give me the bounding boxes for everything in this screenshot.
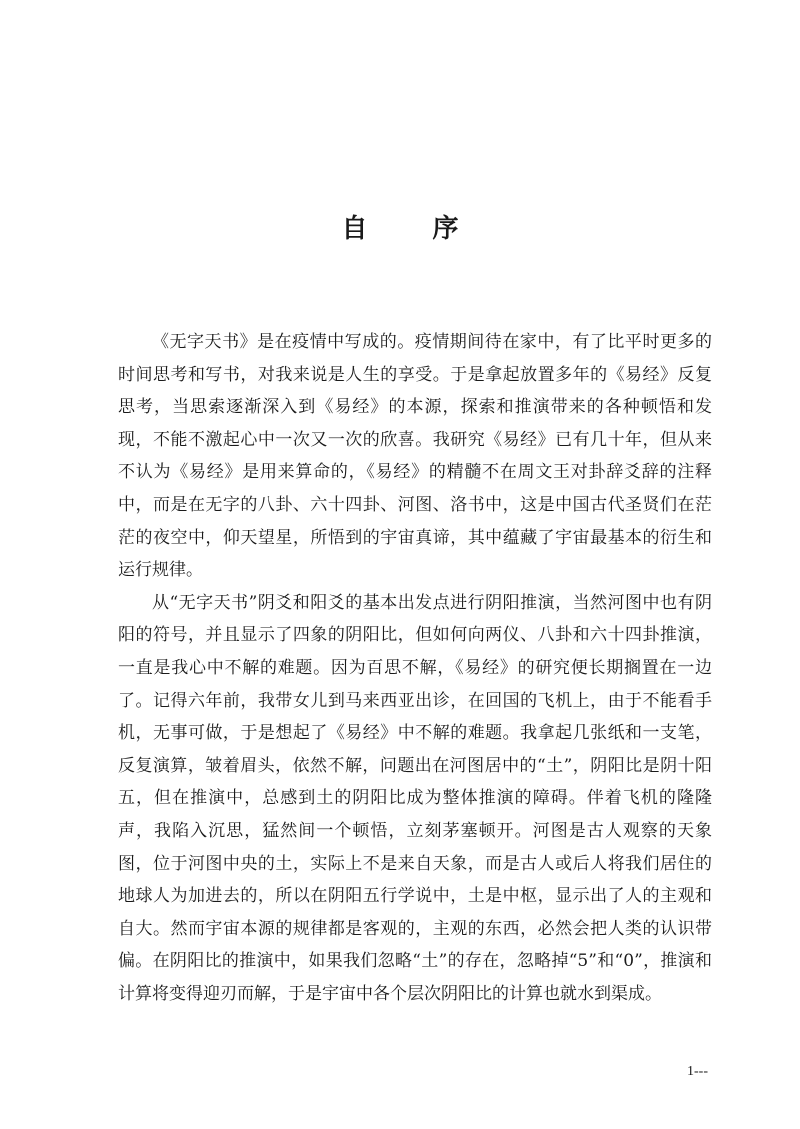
paragraph-2: 从“无字天书”阴爻和阳爻的基本出发点进行阴阳推演，当然河图中也有阴阳的符号，并且显示了四象的阴阳比，但如何向两仪、八卦和六十四卦推演，一直是我心中不解的难题。因为百思不解，《易经》的研究便长期搁置在一边了。记得六年前，我带女儿到马来西亚出诊，在回国的飞机上，由于不能看手机，无事可做，于是想起了《易经》中不解的难题。我拿起几张纸和一支笔，反复演算，皱着眉头，依然不解，问题出在河图居中的“土”，阴阳比是阴十阳五，但在推演中，总感到土的阴阳比成为整体推演的障碍。伴着飞机的隆隆声，我陷入沉思，猛然间一个顿悟，立刻茅塞顿开。河图是古人观察的天象图，位于河图中央的土，实际上不是来自天象，而是古人或后人将我们居住的地球人为加进去的，所以在阴阳五行学说中，土是中枢，显示出了人的主观和自大。然而宇宙本源的规律都是客观的，主观的东西，必然会把人类的认识带偏。在阴阳比的推演中，如果我们忽略“土”的存在，忽略掉“5”和“0”，推演和计算将变得迎刃而解，于是宇宙中各个层次阴阳比的计算也就水到渠成。 — [118, 592, 712, 1004]
paragraph-1: 《无字天书》是在疫情中写成的。疫情期间待在家中，有了比平时更多的时间思考和写书，对我来说是人生的享受。于是拿起放置多年的《易经》反复思考，当思索逐渐深入到《易经》的本源，探索和推演带来的各种顿悟和发现，不能不激起心中一次又一次的欣喜。我研究《易经》已有几十年，但从来不认为《易经》是用来算命的，《易经》的精髓不在周文王对卦辞爻辞的注释中，而是在无字的八卦、六十四卦、河图、洛书中，这是中国古代圣贤们在茫茫的夜空中，仰天望星，所悟到的宇宙真谛，其中蕴藏了宇宙最基本的衍生和运行规律。 — [118, 332, 712, 581]
body-text — [118, 326, 712, 1010]
page-number: 1--- — [687, 1064, 708, 1079]
page-title: 自 序 — [341, 214, 487, 244]
